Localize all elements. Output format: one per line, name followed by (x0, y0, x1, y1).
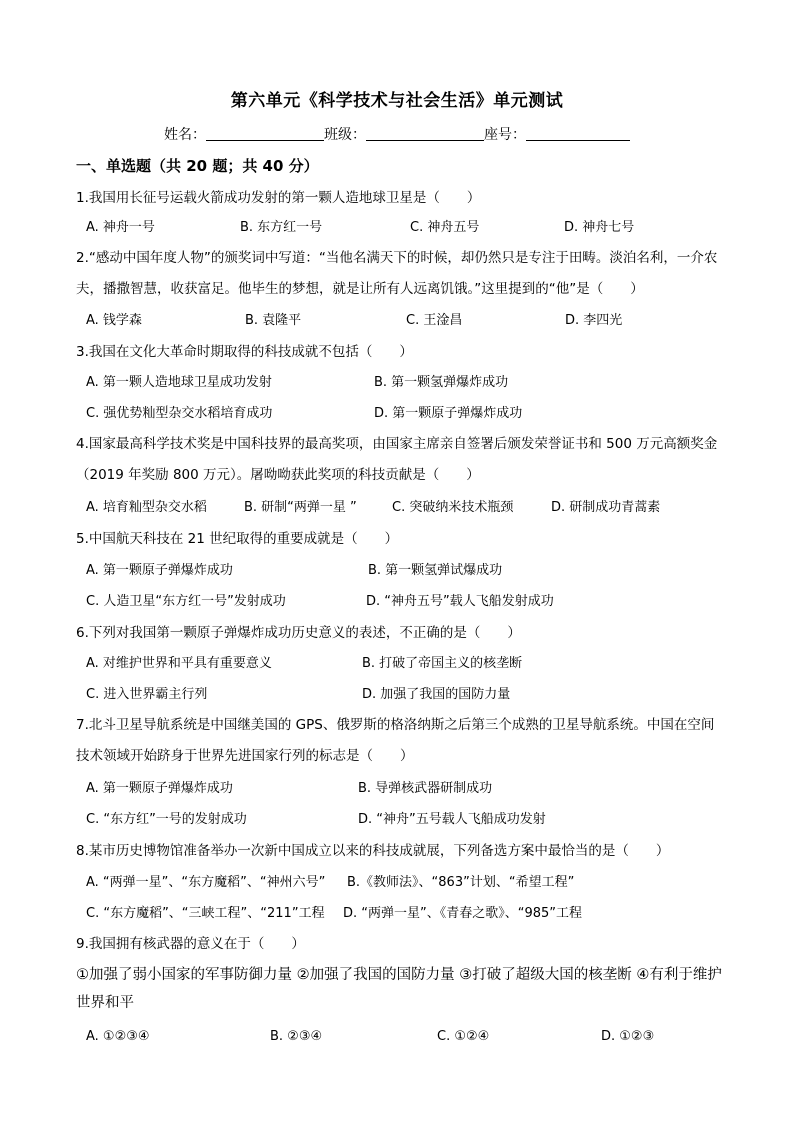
option-b[interactable]: B. ②③④ (270, 1029, 323, 1044)
option-a[interactable]: A. ①②③④ (86, 1029, 150, 1044)
option-a[interactable]: A. 第一颗原子弹爆炸成功 (86, 781, 233, 796)
student-info-line (0, 124, 794, 144)
option-a[interactable]: A. 培育籼型杂交水稻 (86, 500, 207, 515)
option-b[interactable]: B.《教师法》、“863”计划、“希望工程” (347, 875, 575, 890)
option-d[interactable]: D. 李四光 (565, 313, 623, 328)
option-c[interactable]: C. “东方魔稻”、“三峡工程”、“211”工程 (86, 906, 325, 921)
option-a[interactable]: A. “两弹一星”、“东方魔稻”、“神州六号” (86, 875, 326, 890)
option-a[interactable]: A. 第一颗人造地球卫星成功发射 (86, 375, 272, 390)
question-stem: 6.下列对我国第一颗原子弹爆炸成功历史意义的表述，不正确的是（ ） (76, 625, 521, 641)
option-c[interactable]: C. 突破纳米技术瓶颈 (392, 500, 514, 515)
question-stem: 7.北斗卫星导航系统是中国继美国的 GPS、俄罗斯的格洛纳斯之后第三个成熟的卫星导航系统。中国在空间技术领域开始跻身于世界先进国家行列的标志是（ ） (76, 717, 715, 764)
question-stem: 1.我国用长征号运载火箭成功发射的第一颗人造地球卫星是（ ） (76, 190, 481, 206)
option-b[interactable]: B. 打破了帝国主义的核垄断 (362, 656, 523, 671)
option-d[interactable]: D. “神舟五号”载人飞船发射成功 (366, 594, 554, 609)
option-b[interactable]: B. 第一颗氢弹爆炸成功 (374, 375, 509, 390)
seat-blank[interactable] (526, 126, 630, 141)
question-stem: 2.“感动中国年度人物”的颁奖词中写道：“当他名满天下的时候，却仍然只是专注于田畴。淡泊名利，一介农夫，播撒智慧，收获富足。他毕生的梦想，就是让所有人远离饥饿。”这里提到的“他”是（ ） (76, 250, 718, 297)
option-c[interactable]: C. 进入世界霸主行列 (86, 687, 208, 702)
name-label: 姓名： (164, 127, 206, 143)
class-blank[interactable] (366, 126, 484, 141)
option-b[interactable]: B. 第一颗氢弹试爆成功 (368, 563, 503, 578)
option-c[interactable]: C. ①②④ (437, 1029, 490, 1044)
option-a[interactable]: A. 钱学森 (86, 313, 142, 328)
question-statements: ①加强了弱小国家的军事防御力量 ②加强了我国的国防力量 ③打破了超级大国的核垄断 ④有利于维护世界和平 (76, 967, 722, 1011)
option-d[interactable]: D. “两弹一星”、《青春之歌》、“985”工程 (343, 906, 583, 921)
option-d[interactable]: D. 加强了我国的国防力量 (362, 687, 511, 702)
option-c[interactable]: C. 强优势籼型杂交水稻培育成功 (86, 406, 273, 421)
option-d[interactable]: D. ①②③ (601, 1029, 655, 1044)
option-d[interactable]: D. 神舟七号 (564, 220, 635, 235)
option-c[interactable]: C. 王淦昌 (406, 313, 463, 328)
option-d[interactable]: D. 研制成功青蒿素 (551, 500, 661, 515)
option-d[interactable]: D. 第一颗原子弹爆炸成功 (374, 406, 523, 421)
option-c[interactable]: C. 人造卫星“东方红一号”发射成功 (86, 594, 286, 609)
question-stem: 3.我国在文化大革命时期取得的科技成就不包括（ ） (76, 344, 413, 360)
question-stem: 4.国家最高科学技术奖是中国科技界的最高奖项，由国家主席亲自签署后颁发荣誉证书和 500 万元高额奖金（2019 年奖励 800 万元）。屠呦呦获此奖项的科技贡献是（ ） (76, 436, 718, 483)
option-b[interactable]: B. 袁隆平 (245, 313, 302, 328)
option-b[interactable]: B. 东方红一号 (240, 220, 323, 235)
option-b[interactable]: B. 研制“两弹一星 ” (244, 500, 357, 515)
question-stem: 8.某市历史博物馆准备举办一次新中国成立以来的科技成就展，下列备选方案中最恰当的是（ ） (76, 843, 670, 859)
option-b[interactable]: B. 导弹核武器研制成功 (358, 781, 493, 796)
class-label: 班级： (324, 127, 366, 143)
option-a[interactable]: A. 第一颗原子弹爆炸成功 (86, 563, 233, 578)
option-c[interactable]: C. “东方红”一号的发射成功 (86, 812, 247, 827)
option-a[interactable]: A. 神舟一号 (86, 220, 155, 235)
name-blank[interactable] (206, 126, 324, 141)
option-c[interactable]: C. 神舟五号 (410, 220, 480, 235)
option-d[interactable]: D. “神舟”五号载人飞船成功发射 (358, 812, 546, 827)
question-stem: 5.中国航天科技在 21 世纪取得的重要成就是（ ） (76, 531, 399, 547)
question-stem: 9.我国拥有核武器的意义在于（ ） (76, 936, 305, 952)
seat-label: 座号： (484, 127, 526, 143)
option-a[interactable]: A. 对维护世界和平具有重要意义 (86, 656, 272, 671)
page-title: 第六单元《科学技术与社会生活》单元测试 (230, 91, 564, 111)
section-heading: 一、单选题（共 20 题；共 40 分） (76, 157, 319, 175)
